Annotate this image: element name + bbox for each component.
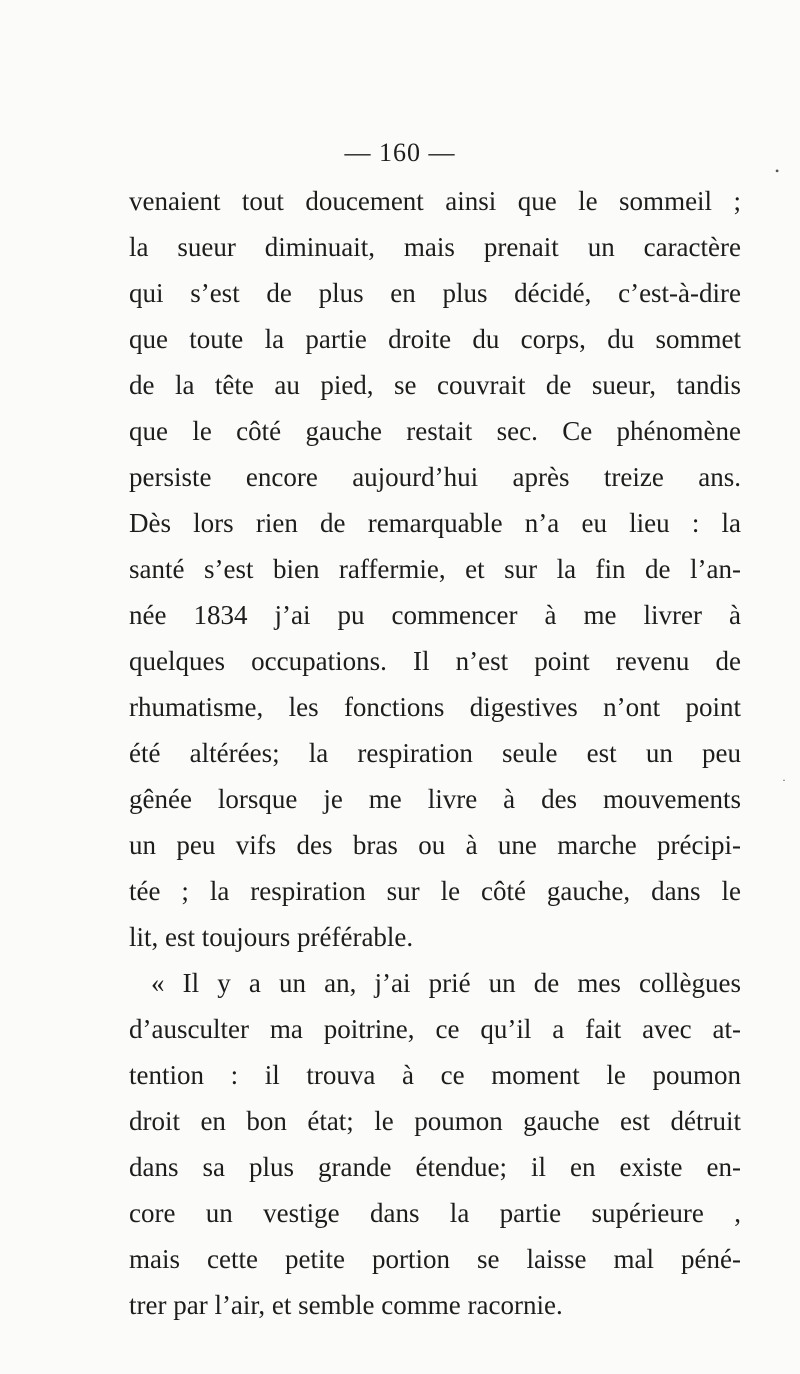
text-line: persiste encore aujourd’hui après treize ans.	[129, 462, 741, 492]
text-line: un peu vifs des bras ou à une marche précipi-	[129, 830, 741, 860]
text-line: core un vestige dans la partie supérieure ,	[129, 1198, 741, 1228]
text-line: la sueur diminuait, mais prenait un caractère	[129, 232, 741, 262]
text-line: d’ausculter ma poitrine, ce qu’il a fait avec at-	[129, 1014, 741, 1044]
text-line: rhumatisme, les fonctions digestives n’ont point	[129, 692, 741, 722]
text-line: lit, est toujours préférable.	[129, 922, 414, 952]
scan-speck-icon: •	[775, 164, 780, 178]
text-line: que toute la partie droite du corps, du sommet	[129, 324, 741, 354]
text-line: tention : il trouva à ce moment le poumon	[129, 1060, 741, 1090]
page-number: — 160 —	[344, 138, 456, 167]
text-line: Dès lors rien de remarquable n’a eu lieu : la	[129, 508, 741, 538]
text-line: qui s’est de plus en plus décidé, c’est-à-dire	[129, 278, 741, 308]
text-line: santé s’est bien raffermie, et sur la fin de l’an-	[129, 554, 741, 584]
text-line: que le côté gauche restait sec. Ce phénomène	[129, 416, 741, 446]
text-line: droit en bon état; le poumon gauche est détruit	[129, 1106, 741, 1136]
text-line: été altérées; la respiration seule est un peu	[129, 738, 741, 768]
text-line: quelques occupations. Il n’est point revenu de	[129, 646, 741, 676]
text-line: tée ; la respiration sur le côté gauche, dans le	[129, 876, 741, 906]
scan-speck-icon: ·	[782, 773, 786, 787]
text-line: de la tête au pied, se couvrait de sueur, tandis	[129, 370, 741, 400]
text-line: trer par l’air, et semble comme racornie.	[129, 1290, 563, 1320]
text-line: dans sa plus grande étendue; il en existe en-	[129, 1152, 741, 1182]
text-line: née 1834 j’ai pu commencer à me livrer à	[129, 600, 741, 630]
text-line: gênée lorsque je me livre à des mouvements	[129, 784, 741, 814]
text-line: mais cette petite portion se laisse mal péné-	[129, 1244, 741, 1274]
text-line: « Il y a un an, j’ai prié un de mes collègues	[151, 968, 741, 998]
text-line: venaient tout doucement ainsi que le sommeil ;	[129, 186, 741, 216]
body-text	[129, 178, 741, 1328]
